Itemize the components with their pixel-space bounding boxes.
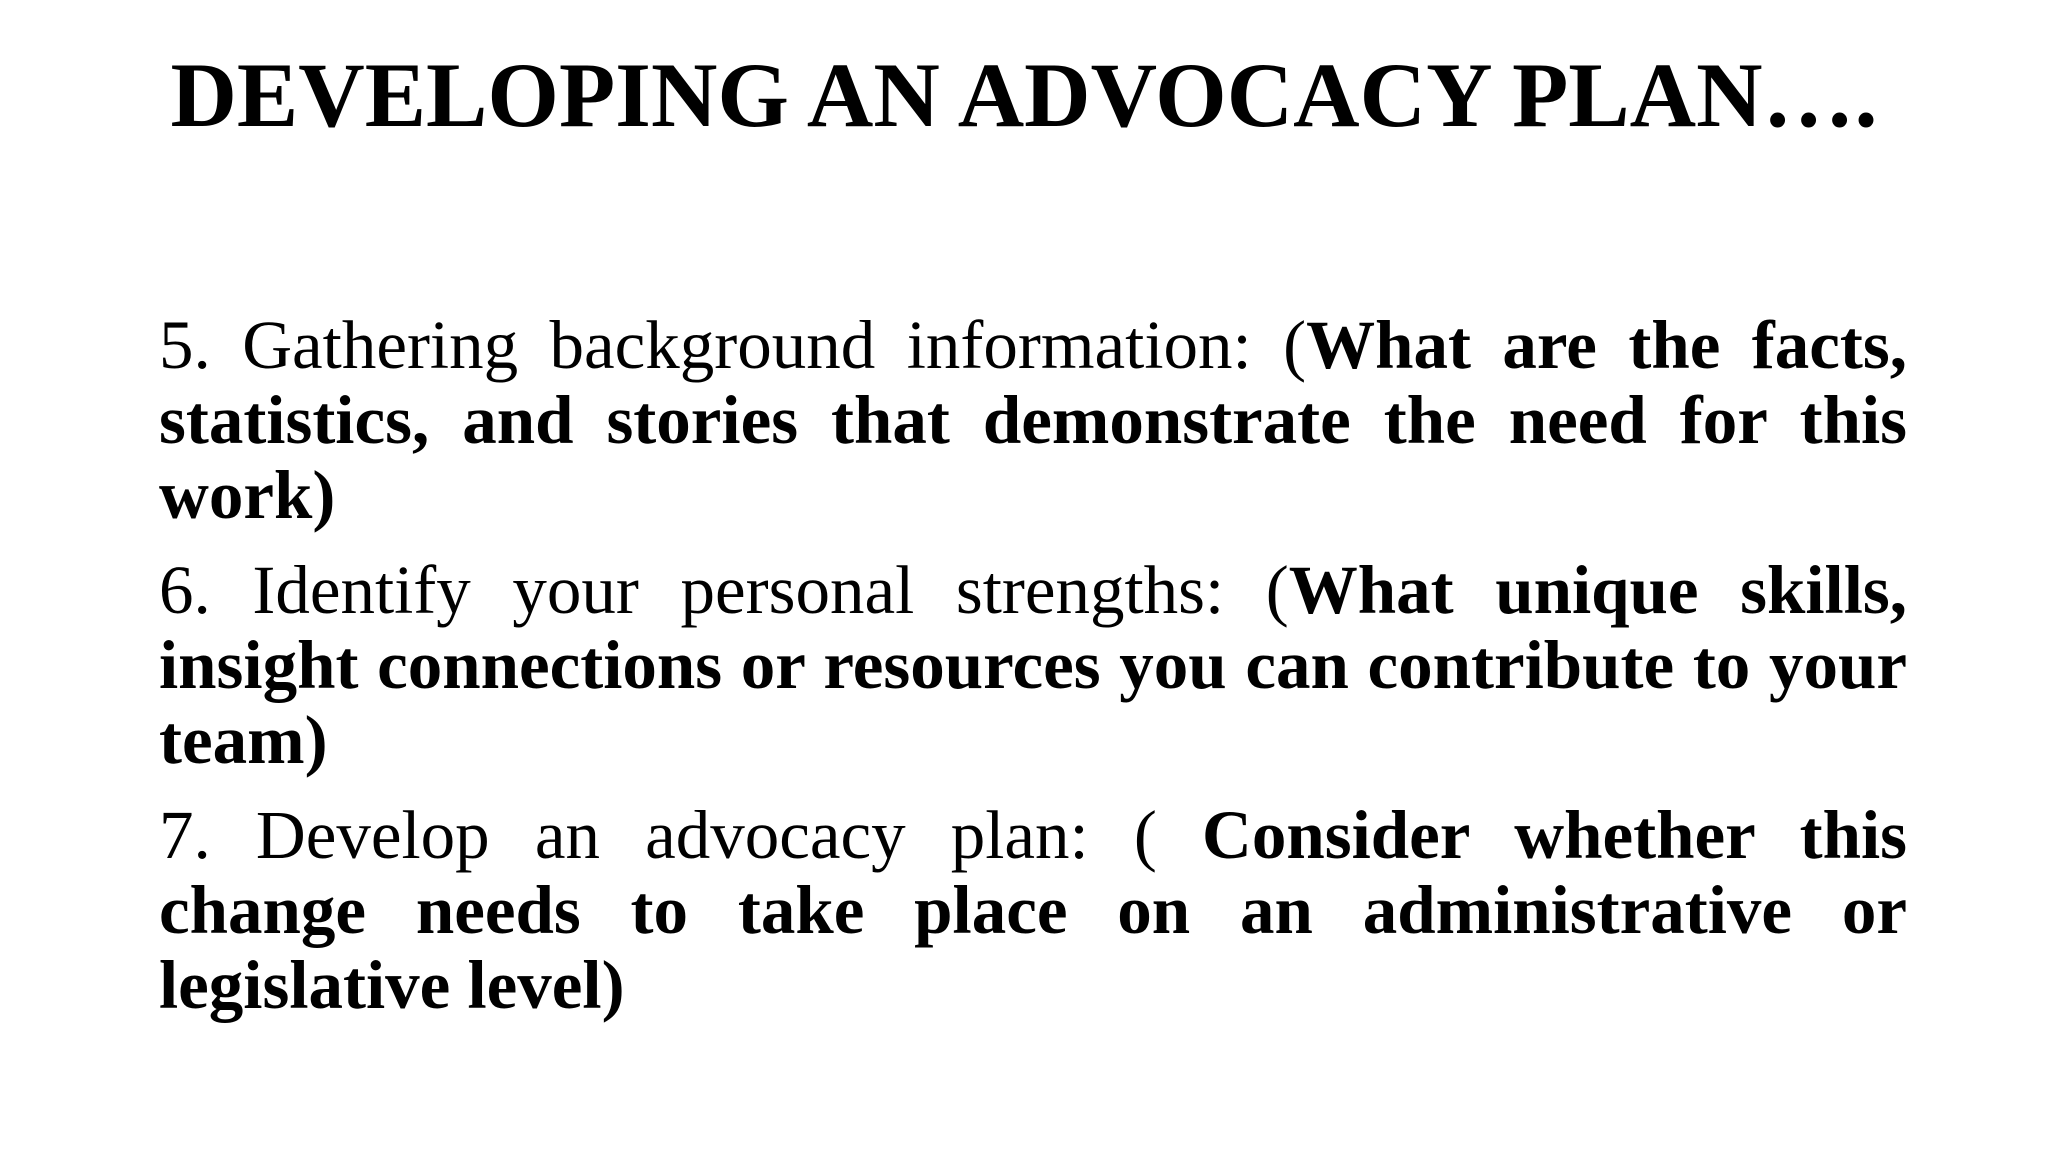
item-closing-paren: ) xyxy=(601,947,625,1023)
item-lead-text: 5. Gathering background information: ( xyxy=(159,307,1307,383)
item-lead-text: 6. Identify your personal strengths: ( xyxy=(159,552,1289,628)
list-item-gathering-background xyxy=(159,308,1907,533)
list-item-personal-strengths xyxy=(159,553,1907,778)
item-emphasis-text: What unique skills, insight connections or resources you can contribute to your team xyxy=(159,552,1907,778)
slide-title: DEVELOPING AN ADVOCACY PLAN…. xyxy=(170,44,1878,146)
item-emphasis-text: Consider whether this change needs to take place on an administrative or legislative level xyxy=(159,797,1907,1023)
slide-body xyxy=(159,308,1907,1043)
item-closing-paren: ) xyxy=(304,702,328,778)
list-item-advocacy-plan xyxy=(159,798,1907,1023)
item-closing-paren: ) xyxy=(312,457,336,533)
item-emphasis-text: What are the facts, statistics, and stories that demonstrate the need for this work xyxy=(159,307,1907,533)
item-lead-text: 7. Develop an advocacy plan: ( xyxy=(159,797,1203,873)
